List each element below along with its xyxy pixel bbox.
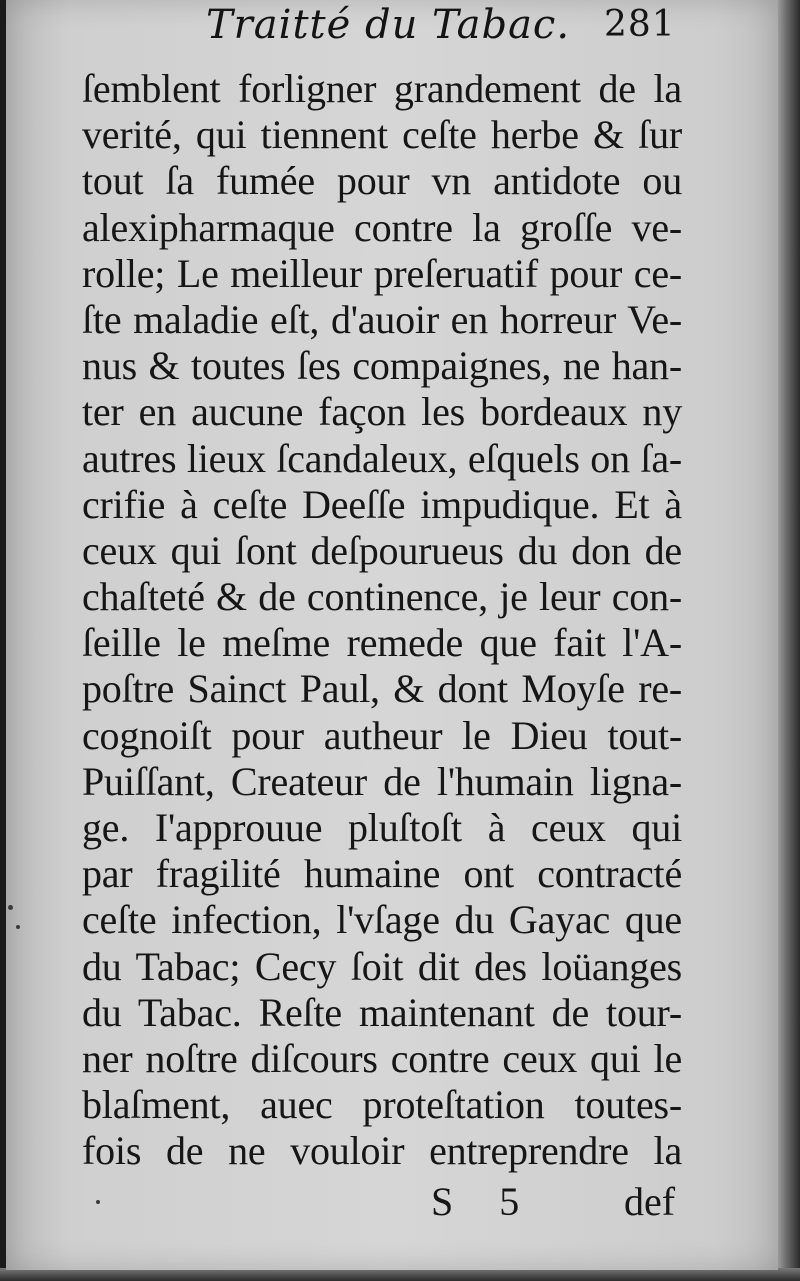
ink-speck: [96, 1200, 100, 1204]
text-line: ſeille le meſme remede que fait l'A-: [82, 620, 682, 666]
ink-speck: [8, 905, 13, 910]
text-line: alexipharmaque contre la groſſe ve-: [82, 204, 682, 250]
text-line: ner noſtre diſcours contre ceux qui le: [82, 1035, 682, 1081]
text-line: nus & toutes ſes compaignes, ne han-: [82, 343, 682, 389]
body-text: [82, 66, 682, 1175]
text-line: par fragilité humaine ont contracté: [82, 851, 682, 897]
text-line: blaſment, auec proteſtation toutes-: [82, 1082, 682, 1128]
text-line: tout ſa fumée pour vn antidote ou: [82, 158, 682, 204]
text-line: du Tabac. Reſte maintenant de tour-: [82, 989, 682, 1035]
page-header: [6, 2, 778, 50]
running-title: Traitté du Tabac.: [206, 2, 571, 48]
text-line: ter en aucune façon les bordeaux ny: [82, 389, 682, 435]
text-line: ſte maladie eſt, d'auoir en horreur Ve-: [82, 296, 682, 342]
text-line: ge. I'approuue pluſtoſt à ceux qui: [82, 805, 682, 850]
page-footer: [6, 1178, 778, 1224]
text-line: verité, qui tiennent ceſte herbe & ſur: [82, 112, 682, 158]
text-line: crifie à ceſte Deeſſe impudique. Et à: [82, 481, 682, 527]
text-line: rolle; Le meilleur preſeruatif pour ce-: [82, 250, 682, 296]
signature-mark: S 5: [431, 1179, 538, 1224]
text-line: du Tabac; Cecy ſoit dit des loüanges: [82, 943, 682, 989]
text-line: poſtre Sainct Paul, & dont Moyſe re-: [82, 666, 682, 712]
text-line: chaſteté & de continence, je leur con-: [82, 574, 682, 620]
ink-speck: [16, 925, 20, 929]
page-number: 281: [604, 4, 676, 45]
page-edge-right: [778, 0, 800, 1281]
text-line: fois de ne vouloir entreprendre la: [82, 1128, 682, 1174]
text-line: ceux qui ſont deſpourueus du don de: [82, 527, 682, 573]
text-line: Puiſſant, Createur de l'humain ligna-: [82, 758, 682, 804]
text-line: ſemblent forligner grandement de la: [82, 66, 682, 111]
catchword: def: [624, 1179, 676, 1224]
text-line: ceſte infection, l'vſage du Gayac que: [82, 897, 682, 943]
text-line: autres lieux ſcandaleux, eſquels on ſa-: [82, 435, 682, 481]
book-page: [6, 0, 778, 1270]
text-line: cognoiſt pour autheur le Dieu tout-: [82, 712, 682, 758]
